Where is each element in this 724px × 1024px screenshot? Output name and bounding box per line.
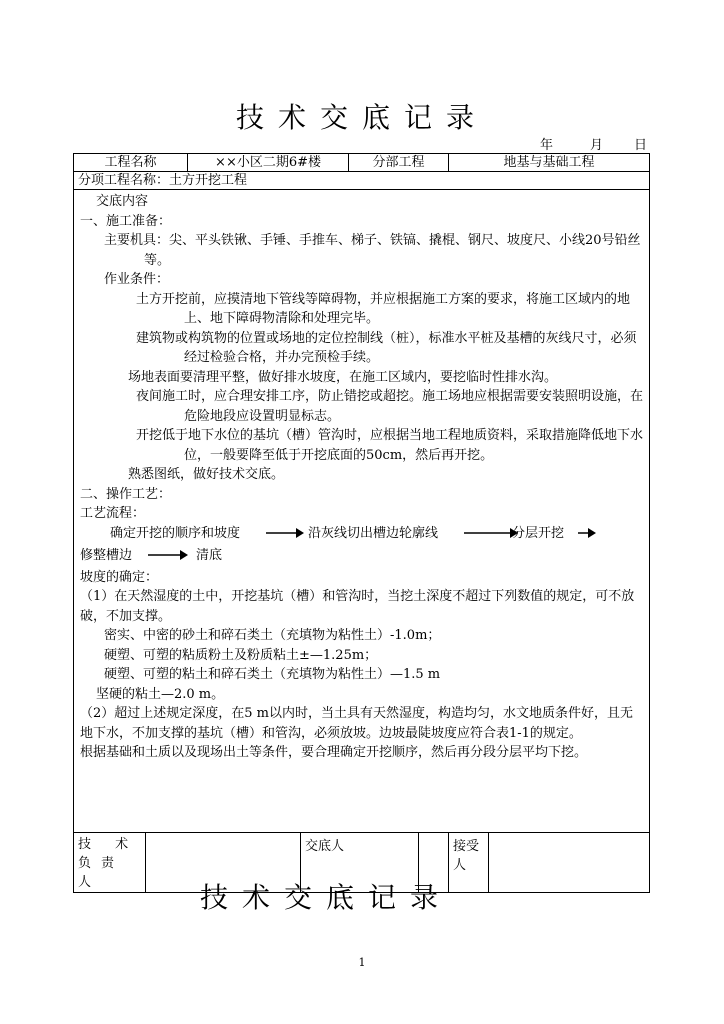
soil-limit-3: 硬塑、可塑的粘土和碎石类土（充填物为粘性土）—1.5 m (104, 667, 441, 682)
disclosure-form (73, 153, 650, 893)
subproject-name: 分项工程名称：土方开挖工程 (74, 172, 650, 190)
division-label: 分部工程 (349, 154, 449, 172)
soil-limit-2: 硬塑、可塑的粘质粉土及粉质粘土±—1.25m； (104, 647, 378, 663)
soil-limit-4: 坚硬的粘土—2.0 m。 (96, 686, 225, 702)
section-2-heading: 二、操作工艺： (80, 486, 172, 502)
final-paragraph: 根据基础和土质以及现场出土等条件，要合理确定开挖顺序，然后再分段分层平均下挖。 (80, 745, 588, 760)
disclosure-content (74, 190, 650, 833)
condition-4: 夜间施工时，应合理安排工序，防止错挖或超挖。施工场地应根据需要安装照明设施，在危险地段应设置明显标志。 (136, 389, 644, 424)
flow-arrow-1 (266, 527, 304, 539)
date-day-label: 日 (634, 138, 648, 153)
handover-label: 交底人 (301, 833, 419, 893)
project-name-label: 工程名称 (74, 154, 188, 172)
condition-2: 建筑物或构筑物的位置或场地的定位控制线（桩），标准水平桩及基槽的灰线尺寸，必须经过检验合格，并办完预检手续。 (136, 330, 637, 365)
process-flow (80, 524, 643, 546)
flow-step-1: 确定开挖的顺序和坡度 (110, 525, 241, 541)
date-year-label: 年 (540, 138, 554, 153)
division-value: 地基与基础工程 (449, 154, 650, 172)
flow-step-2: 沿灰线切出槽边轮廓线 (308, 525, 439, 541)
soil-limit-1: 密实、中密的砂土和碎石类土（充填物为粘性土）-1.0m； (104, 628, 441, 643)
page-title-bottom: 技术交底记录 (199, 881, 452, 914)
slope-heading: 坡度的确定： (80, 569, 159, 585)
receiver-label: 接受人 (449, 833, 489, 893)
section-1-heading: 一、施工准备： (80, 213, 172, 229)
content-heading: 交底内容 (96, 194, 149, 209)
project-name-value: ××小区二期6#楼 (188, 154, 349, 172)
flow-step-4: 修整槽边 (80, 547, 133, 563)
condition-3: 场地表面要清理平整，做好排水坡度，在施工区域内，要挖临时性排水沟。 (128, 369, 558, 385)
slope-rule-1: （1）在天然湿度的土中，开挖基坑（槽）和管沟时，当挖土深度不超过下列数值的规定，可不放破，不加支撑。 (80, 589, 635, 624)
flow-step-3: 分层开挖 (512, 525, 565, 541)
flow-arrow-4 (148, 549, 188, 561)
condition-6: 熟悉图纸，做好技术交底。 (128, 467, 285, 482)
tech-lead-label: 技 术 负责人 (74, 833, 146, 893)
slope-rule-2: （2）超过上述规定深度，在5 m以内时，当土具有天然湿度，构造均匀，水文地质条件好，且无地下水，不加支撑的基坑（槽）和管沟，必须放坡。边坡最陡坡度应符合表1-1的规定。 (80, 706, 634, 741)
conditions-heading: 作业条件： (104, 272, 170, 287)
condition-5: 开挖低于地下水位的基坑（槽）管沟时，应根据当地工程地质资料，采取措施降低地下水位，一般要降至低于开挖底面的50cm，然后再开挖。 (136, 428, 644, 463)
flow-arrow-3 (578, 527, 596, 539)
condition-1: 土方开挖前，应摸清地下管线等障碍物，并应根据施工方案的要求，将施工区域内的地上、地下障碍物清除和处理完毕。 (136, 291, 631, 326)
flow-heading: 工艺流程： (80, 506, 146, 521)
flow-arrow-2 (464, 527, 518, 539)
tools-paragraph: 主要机具：尖、平头铁锹、手锤、手推车、梯子、铁镐、撬棍、钢尺、坡度尺、小线20号铅丝等。 (104, 233, 641, 268)
process-flow-row-2 (80, 546, 643, 568)
page-title: 技术交底记录 (235, 101, 488, 134)
date-month-label: 月 (590, 138, 604, 153)
flow-step-5: 清底 (196, 547, 223, 563)
page-number: 1 (358, 956, 366, 969)
